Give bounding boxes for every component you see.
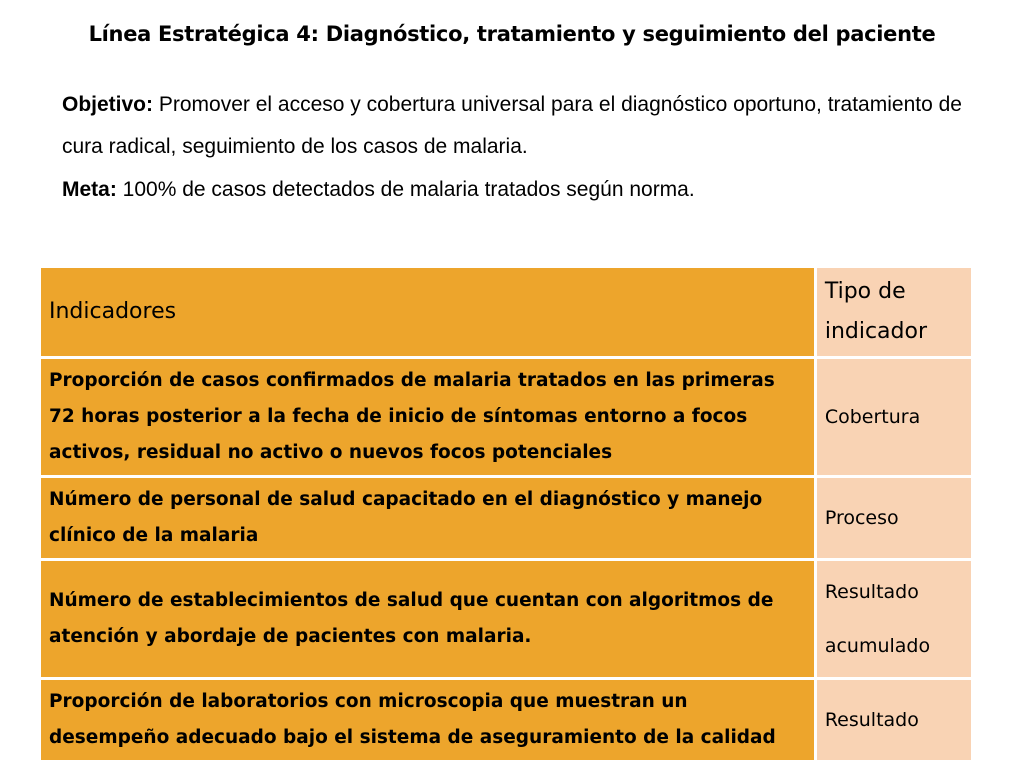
header-indicator-type: Tipo de indicador xyxy=(817,268,971,356)
table-header-row xyxy=(41,268,971,356)
header-indicators: Indicadores xyxy=(41,268,814,356)
objective-paragraph xyxy=(62,84,1002,168)
indicator-cell: Proporción de casos confirmados de malaria tratados en las primeras 72 horas posterior a la fecha de inicio de síntomas entorno a focos activos, residual no activo o nuevos focos potenciales xyxy=(41,359,814,475)
table-row xyxy=(41,478,971,558)
indicators-table xyxy=(38,265,974,763)
table-row xyxy=(41,561,971,677)
table-row xyxy=(41,359,971,475)
indicator-cell: Número de personal de salud capacitado en el diagnóstico y manejo clínico de la malaria xyxy=(41,478,814,558)
slide-title: Línea Estratégica 4: Diagnóstico, tratamiento y seguimiento del paciente xyxy=(88,22,936,46)
objective-label: Objetivo: xyxy=(62,93,154,116)
indicator-type-cell: Cobertura xyxy=(817,359,971,475)
indicator-type-cell: Resultado xyxy=(817,680,971,760)
goal-paragraph xyxy=(62,168,1002,212)
objective-block xyxy=(62,84,1002,212)
objective-text: Promover el acceso y cobertura universal para el diagnóstico oportuno, tratamiento de cura radical, seguimiento de los casos de malaria. xyxy=(62,93,962,158)
indicator-type-cell: Proceso xyxy=(817,478,971,558)
indicator-cell: Proporción de laboratorios con microscopia que muestran un desempeño adecuado bajo el sistema de aseguramiento de la calidad xyxy=(41,680,814,760)
indicator-cell: Número de establecimientos de salud que cuentan con algoritmos de atención y abordaje de pacientes con malaria. xyxy=(41,561,814,677)
goal-label: Meta: xyxy=(62,178,117,201)
indicator-type-cell: Resultado acumulado xyxy=(817,561,971,677)
goal-text: 100% de casos detectados de malaria tratados según norma. xyxy=(116,178,695,201)
table-row xyxy=(41,680,971,760)
